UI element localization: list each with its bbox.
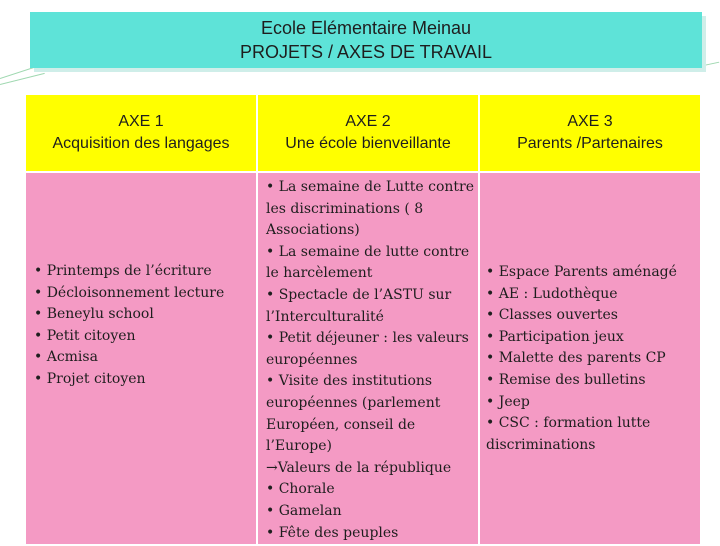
axis-3-label: AXE 3 <box>567 113 613 130</box>
axis-1-list <box>26 173 256 391</box>
axis-3-header <box>479 94 701 172</box>
list-item: • Chorale <box>266 481 335 498</box>
axis-1-name: Acquisition des langages <box>52 135 230 152</box>
list-item: • Classes ouvertes <box>486 307 618 324</box>
list-item: • Fête des peuples <box>266 524 399 541</box>
list-item: • Remise des bulletins <box>486 371 646 388</box>
projects-table <box>24 93 702 546</box>
list-item: • AE : Ludothèque <box>486 285 618 302</box>
list-item: • Malette des parents CP <box>486 350 666 367</box>
list-item: • Beneylu school <box>34 306 154 323</box>
list-item: • Petit citoyen <box>34 327 136 344</box>
list-item: • Décloisonnement lecture <box>34 284 225 301</box>
axis-1-projects <box>25 172 257 545</box>
list-item: →Valeurs de la république <box>266 459 452 476</box>
axis-2-list <box>258 173 478 544</box>
list-item: • Petit déjeuner : les valeurs européennes <box>266 330 474 368</box>
axis-1-header <box>25 94 257 172</box>
list-item: • Participation jeux <box>486 328 624 345</box>
projects-row <box>25 172 701 545</box>
list-item: • Espace Parents aménagé <box>486 264 677 280</box>
slide-subtitle: PROJETS / AXES DE TRAVAIL <box>239 42 493 62</box>
list-item: • La semaine de Lutte contre les discriminations ( 8 Associations) <box>266 179 479 239</box>
list-item: • Jeep <box>486 393 530 410</box>
list-item: • Spectacle de l’ASTU sur l’Interculturalité <box>266 286 456 325</box>
axis-3-list <box>480 173 700 456</box>
axis-2-projects <box>257 172 479 545</box>
axis-1-label: AXE 1 <box>118 113 164 130</box>
list-item: • Gamelan <box>266 502 342 519</box>
axis-2-label: AXE 2 <box>345 113 391 130</box>
axis-3-name: Parents /Partenaires <box>517 135 663 152</box>
list-item: • CSC : formation lutte discriminations <box>486 415 655 453</box>
list-item: • Printemps de l’écriture <box>34 263 212 279</box>
list-item: • La semaine de lutte contre le harcèlement <box>266 243 474 282</box>
school-title: Ecole Elémentaire Meinau <box>260 18 472 38</box>
list-item: • Acmisa <box>34 349 98 366</box>
axis-2-header <box>257 94 479 172</box>
list-item: • Visite des institutions européennes (parlement Européen, conseil de l’Europe) <box>266 373 445 455</box>
axis-2-name: Une école bienveillante <box>285 135 451 152</box>
list-item: • Projet citoyen <box>34 370 146 387</box>
axis-header-row <box>25 94 701 172</box>
axis-3-projects <box>479 172 701 545</box>
slide-header <box>30 12 702 68</box>
